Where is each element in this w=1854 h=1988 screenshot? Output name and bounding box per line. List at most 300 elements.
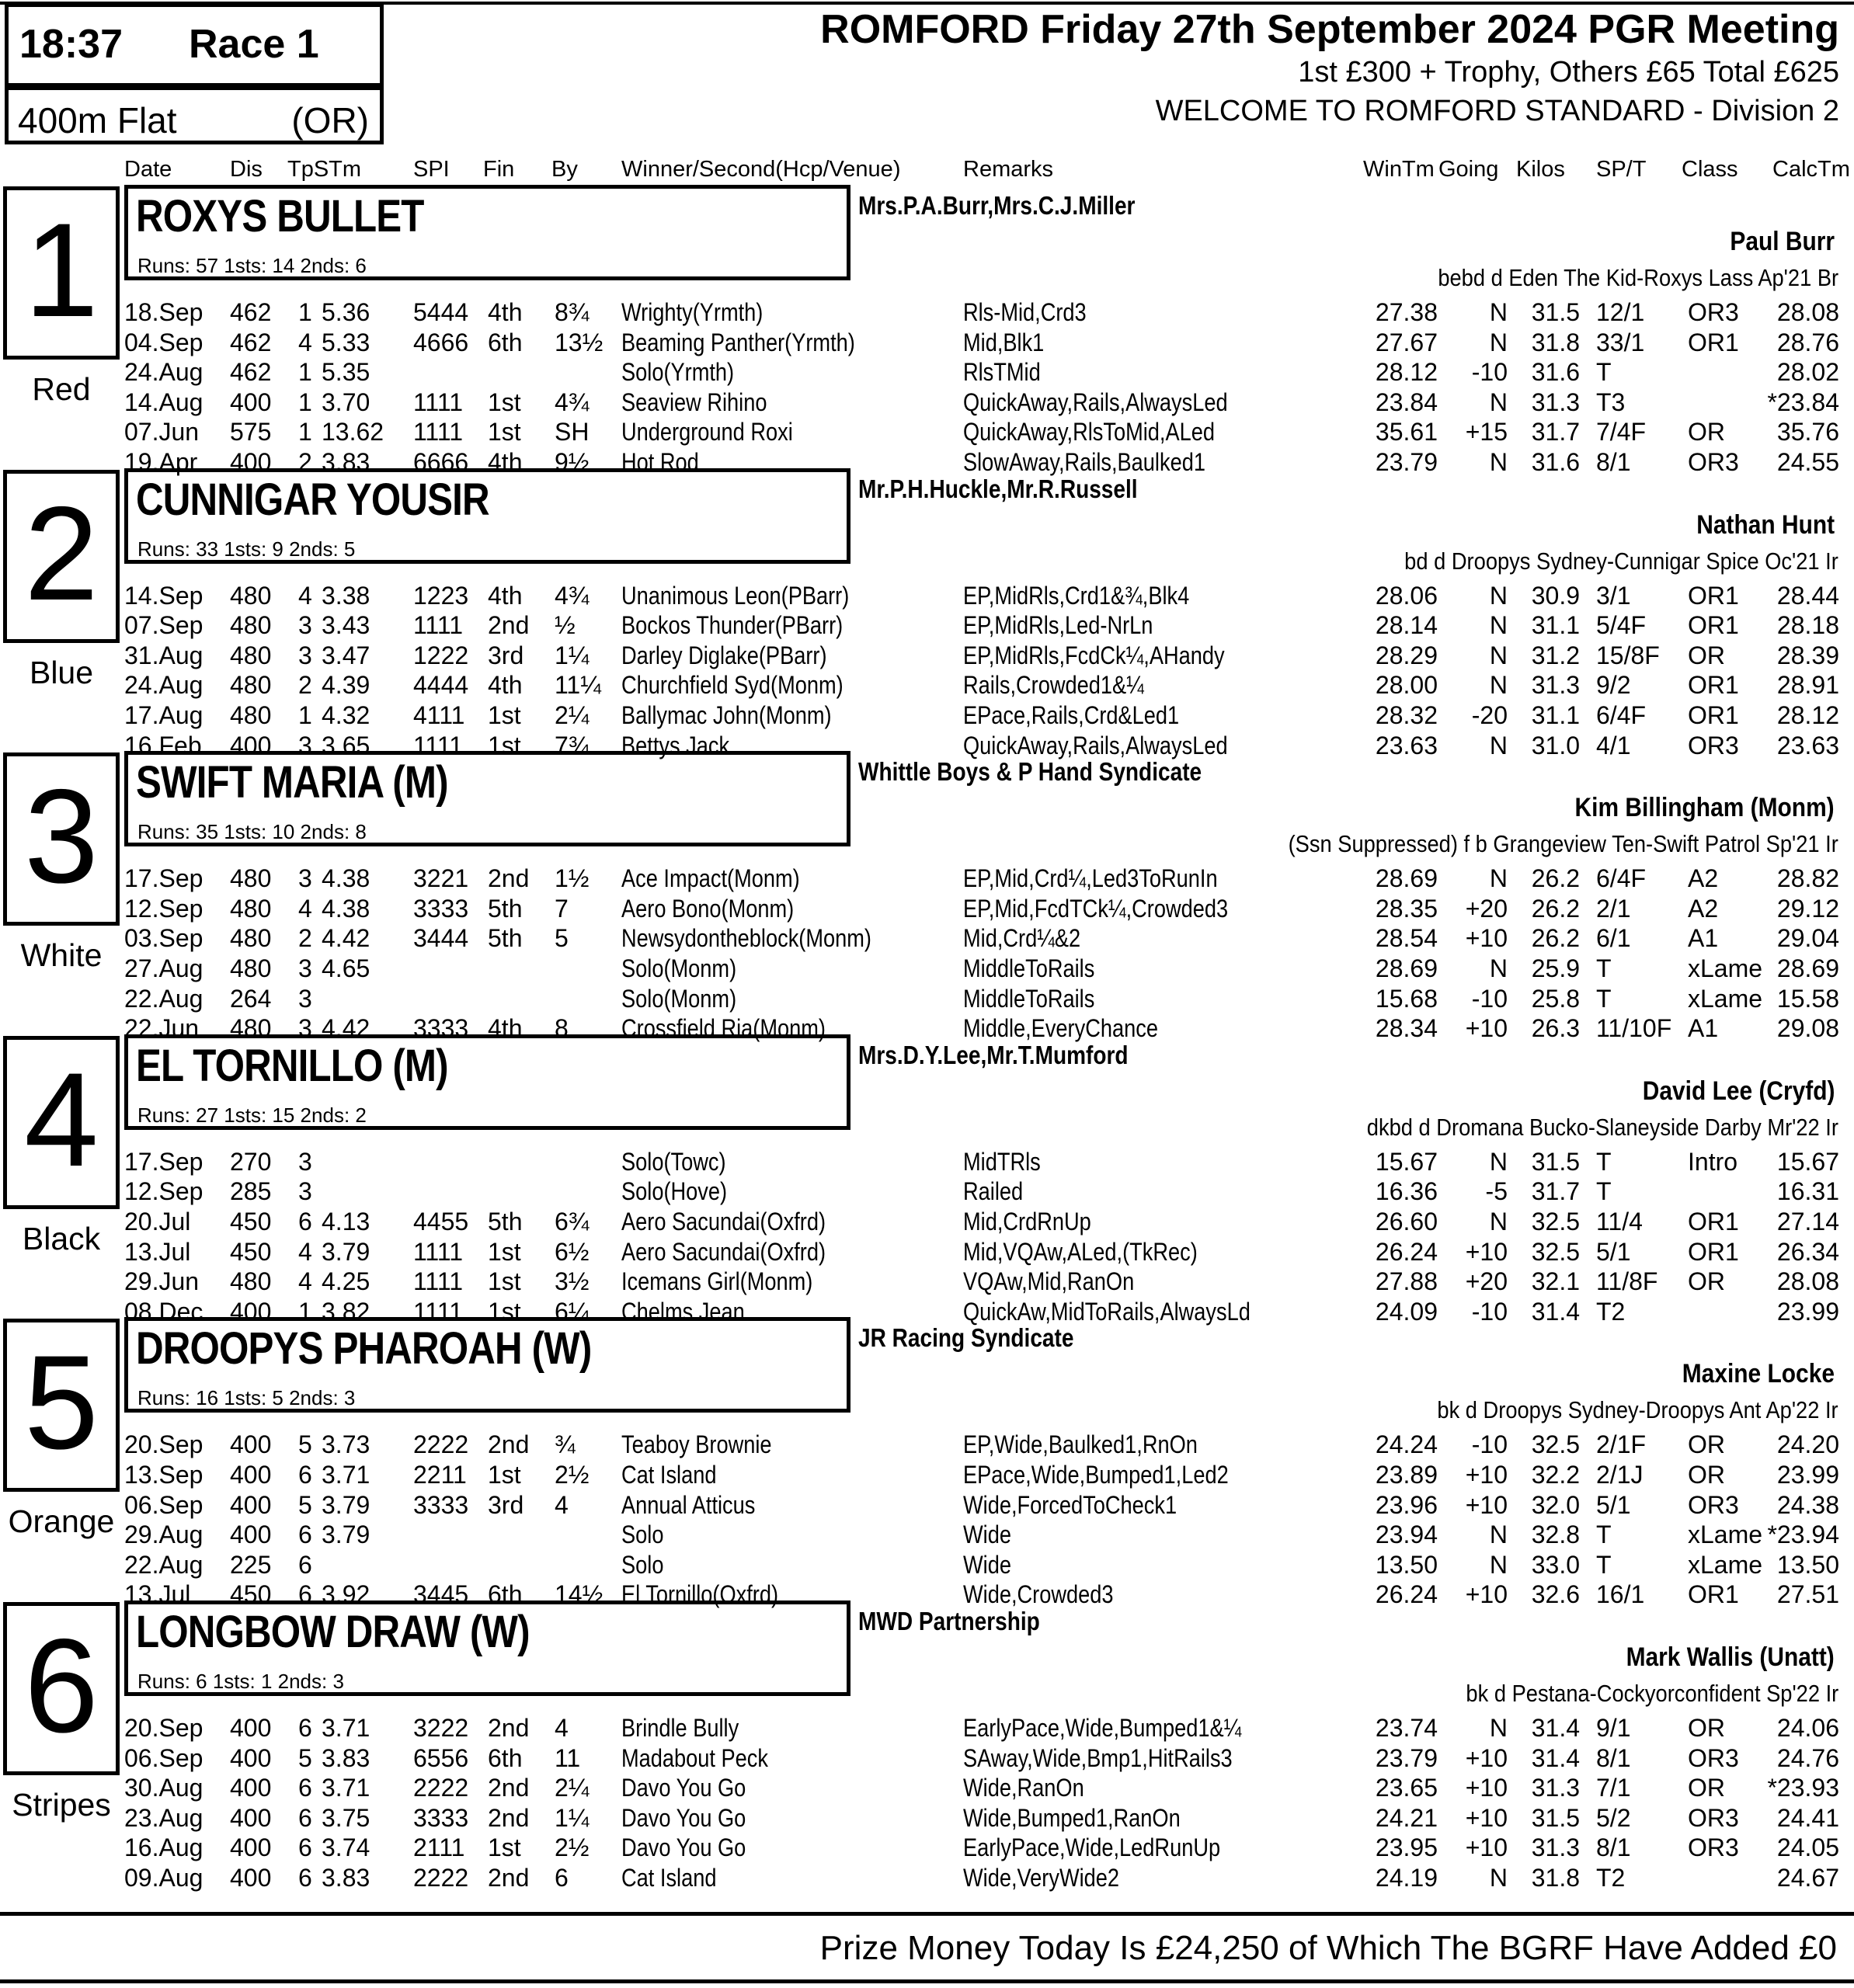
form-remarks: QuickAw,MidToRails,AlwaysLd (963, 1297, 1250, 1326)
form-winner: Solo (621, 1550, 664, 1579)
form-kilos: 31.4 (1531, 1713, 1580, 1742)
form-winner: Darley Diglake(PBarr) (621, 641, 827, 669)
form-remarks: QuickAway,Rails,AlwaysLed (963, 388, 1228, 416)
owner-name: Mrs.D.Y.Lee,Mr.T.Mumford (858, 1040, 1129, 1069)
dog-runs-stats: Runs: 6 1sts: 1 2nds: 3 (137, 1669, 344, 1693)
form-distance: 480 (230, 894, 272, 923)
form-wintm: 28.69 (1375, 864, 1438, 893)
form-winner: Aero Bono(Monm) (621, 894, 795, 923)
form-distance: 480 (230, 581, 272, 610)
form-distance: 270 (230, 1147, 272, 1176)
form-calctm: 28.08 (1776, 298, 1839, 326)
form-spi: 4455 (413, 1207, 469, 1236)
form-line (0, 864, 1854, 895)
form-going: +10 (1465, 924, 1508, 953)
form-remarks: EarlyPace,Wide,LedRunUp (963, 1833, 1221, 1862)
form-class: OR (1688, 1267, 1725, 1296)
form-spi: 1111 (413, 1297, 464, 1326)
form-line (0, 1267, 1854, 1298)
form-calctm: 35.76 (1776, 418, 1839, 447)
form-going: +20 (1465, 894, 1508, 923)
form-sectional: 5.36 (322, 298, 370, 326)
form-date: 14.Sep (124, 581, 203, 610)
trap-color-label: White (20, 937, 103, 974)
form-by: 4 (555, 1490, 569, 1519)
form-going: +10 (1465, 1833, 1508, 1862)
form-wintm: 23.94 (1375, 1521, 1438, 1549)
form-sp: T (1596, 1177, 1612, 1206)
form-kilos: 31.3 (1531, 1833, 1580, 1862)
form-finish: 1st (488, 1833, 521, 1862)
form-spi: 5444 (413, 298, 469, 326)
form-date: 14.Aug (124, 388, 203, 416)
form-going: +10 (1465, 1803, 1508, 1832)
form-wintm: 27.38 (1375, 298, 1438, 326)
form-date: 20.Sep (124, 1713, 203, 1742)
form-kilos: 31.7 (1531, 1177, 1580, 1206)
form-kilos: 31.5 (1531, 1803, 1580, 1832)
form-trap: 6 (298, 1713, 312, 1742)
form-remarks: MiddleToRails (963, 984, 1095, 1013)
form-sectional: 4.38 (322, 864, 370, 893)
form-class: OR (1688, 1774, 1725, 1802)
form-date: 04.Sep (124, 328, 203, 356)
form-calctm: 23.99 (1776, 1297, 1839, 1326)
form-sectional: 3.38 (322, 581, 370, 610)
form-kilos: 25.9 (1531, 954, 1580, 982)
trap-number: 1 (24, 196, 99, 345)
form-kilos: 31.1 (1531, 611, 1580, 640)
form-kilos: 32.5 (1531, 1237, 1580, 1266)
form-date: 17.Aug (124, 700, 203, 729)
form-by: ¾ (555, 1430, 576, 1459)
form-sp: 15/8F (1596, 641, 1660, 669)
form-distance: 480 (230, 1014, 272, 1043)
form-distance: 400 (230, 1833, 272, 1862)
form-distance: 400 (230, 1743, 272, 1772)
form-trap: 2 (298, 671, 312, 700)
form-wintm: 28.34 (1375, 1014, 1438, 1043)
trap-number: 4 (24, 1044, 99, 1194)
form-winner: Hot Rod (621, 447, 699, 476)
form-calctm: 28.08 (1776, 1267, 1839, 1296)
owner-name: Mr.P.H.Huckle,Mr.R.Russell (858, 474, 1138, 503)
form-wintm: 23.79 (1375, 1743, 1438, 1772)
col-wintm: WinTm (1363, 157, 1435, 182)
form-sp: 5/1 (1596, 1237, 1631, 1266)
form-calctm: 28.69 (1776, 954, 1839, 982)
form-sectional: 4.42 (322, 924, 370, 953)
form-class: OR (1688, 1430, 1725, 1459)
form-winner: Crossfield Ria(Monm) (621, 1014, 826, 1043)
form-spi: 2211 (413, 1460, 467, 1489)
form-spi: 2111 (413, 1833, 465, 1862)
form-going: -10 (1471, 1430, 1508, 1459)
form-going: +10 (1465, 1774, 1508, 1802)
form-spi: 2222 (413, 1863, 469, 1892)
form-remarks: QuickAway,RlsToMid,ALed (963, 418, 1216, 447)
dog-name-box (124, 1034, 850, 1130)
form-trap: 1 (298, 1297, 312, 1326)
form-sectional: 3.74 (322, 1833, 370, 1862)
breeding-line: bebd d Eden The Kid-Roxys Lass Ap'21 Br (1438, 264, 1838, 291)
form-class: OR1 (1688, 328, 1739, 356)
form-date: 27.Aug (124, 954, 203, 982)
form-wintm: 24.24 (1375, 1430, 1438, 1459)
form-remarks: Wide (963, 1550, 1011, 1579)
form-distance: 480 (230, 924, 272, 953)
form-sp: T2 (1596, 1297, 1626, 1326)
form-kilos: 31.0 (1531, 731, 1580, 759)
trap-color-label: Black (22, 1220, 101, 1256)
form-by: 7¾ (555, 731, 590, 759)
form-calctm: 27.14 (1776, 1207, 1839, 1236)
form-wintm: 23.74 (1375, 1713, 1438, 1742)
form-spi: 3333 (413, 1014, 469, 1043)
form-by: 6½ (555, 1237, 590, 1266)
form-trap: 3 (298, 984, 312, 1013)
form-date: 24.Aug (124, 671, 203, 700)
trap-color-label: Red (32, 371, 91, 407)
form-class: OR1 (1688, 1207, 1739, 1236)
prize-money-text: Prize Money Today Is £24,250 of Which The BGRF Have Added £0 (819, 1929, 1837, 1967)
form-wintm: 28.35 (1375, 894, 1438, 923)
form-sectional: 3.70 (322, 388, 370, 416)
form-wintm: 28.12 (1375, 358, 1438, 387)
form-winner: Icemans Girl(Monm) (621, 1267, 813, 1296)
form-winner: Cat Island (621, 1863, 717, 1892)
form-finish: 1st (488, 1460, 521, 1489)
trainer-name: Paul Burr (1730, 227, 1835, 256)
dog-name: SWIFT MARIA (M) (136, 757, 448, 808)
form-sp: 8/1 (1596, 447, 1631, 476)
form-distance: 285 (230, 1177, 272, 1206)
runner-block (0, 1317, 1854, 1609)
form-line (0, 701, 1854, 732)
form-going: N (1489, 328, 1508, 356)
runner-block (0, 751, 1854, 1043)
form-lines (0, 1148, 1854, 1328)
form-going: +15 (1465, 418, 1508, 447)
form-sp: 7/1 (1596, 1774, 1631, 1802)
form-wintm: 28.06 (1375, 581, 1438, 610)
form-finish: 1st (488, 418, 521, 447)
form-by: 7 (555, 894, 569, 923)
form-trap: 6 (298, 1774, 312, 1802)
trainer-name: Mark Wallis (Unatt) (1626, 1642, 1835, 1672)
form-winner: Ace Impact(Monm) (621, 864, 800, 893)
trainer-name: David Lee (Cryfd) (1642, 1076, 1835, 1106)
form-calctm: 24.38 (1776, 1490, 1839, 1519)
form-calctm: 24.41 (1776, 1803, 1839, 1832)
form-sp: T (1596, 1147, 1612, 1176)
form-going: N (1489, 671, 1508, 700)
form-spi: 3333 (413, 1803, 469, 1832)
form-date: 24.Aug (124, 358, 203, 387)
form-sectional: 5.35 (322, 358, 370, 387)
form-calctm: 29.04 (1776, 924, 1839, 953)
form-date: 30.Aug (124, 1774, 203, 1802)
form-by: 2¼ (555, 700, 590, 729)
form-kilos: 31.6 (1531, 358, 1580, 387)
form-sectional: 3.71 (322, 1774, 370, 1802)
form-calctm: 27.51 (1776, 1580, 1839, 1609)
form-finish: 1st (488, 1297, 521, 1326)
form-wintm: 24.19 (1375, 1863, 1438, 1892)
form-going: N (1489, 447, 1508, 476)
form-remarks: QuickAway,Rails,AlwaysLed (963, 731, 1228, 759)
form-line (0, 1744, 1854, 1774)
form-calctm: 24.67 (1776, 1863, 1839, 1892)
form-trap: 1 (298, 358, 312, 387)
trainer-name: Kim Billingham (Monm) (1574, 793, 1835, 823)
form-line (0, 1551, 1854, 1581)
form-date: 16.Feb (124, 731, 202, 759)
form-calctm: 28.44 (1776, 581, 1839, 610)
form-calctm: *23.93 (1767, 1774, 1839, 1802)
trap-number: 3 (24, 762, 99, 912)
form-kilos: 31.2 (1531, 641, 1580, 669)
form-finish: 2nd (488, 1863, 530, 1892)
form-winner: Ballymac John(Monm) (621, 700, 832, 729)
form-kilos: 26.2 (1531, 924, 1580, 953)
form-trap: 6 (298, 1207, 312, 1236)
form-sp: 5/4F (1596, 611, 1647, 640)
form-remarks: Wide,Crowded3 (963, 1580, 1114, 1609)
form-remarks: MidTRls (963, 1147, 1041, 1176)
form-line (0, 1491, 1854, 1521)
form-trap: 1 (298, 700, 312, 729)
form-by: 3½ (555, 1267, 590, 1296)
form-kilos: 31.7 (1531, 418, 1580, 447)
form-finish: 2nd (488, 1803, 530, 1832)
form-class: OR1 (1688, 671, 1739, 700)
trap-number: 6 (24, 1611, 99, 1760)
form-sectional: 3.73 (322, 1430, 370, 1459)
col-spi: SPI (413, 157, 450, 182)
form-by: 4 (555, 1713, 569, 1742)
form-winner: Chelms Jean (621, 1297, 745, 1326)
form-distance: 480 (230, 954, 272, 982)
form-distance: 480 (230, 641, 272, 669)
form-going: N (1489, 731, 1508, 759)
form-line (0, 1208, 1854, 1238)
form-distance: 480 (230, 671, 272, 700)
race-grade: (OR) (291, 100, 369, 141)
form-class: OR1 (1688, 700, 1739, 729)
form-remarks: VQAw,Mid,RanOn (963, 1267, 1135, 1296)
form-calctm: 28.18 (1776, 611, 1839, 640)
form-line (0, 1177, 1854, 1208)
form-kilos: 26.2 (1531, 894, 1580, 923)
form-trap: 1 (298, 298, 312, 326)
form-winner: Solo(Hove) (621, 1177, 728, 1206)
col-sp: SP/T (1596, 157, 1647, 182)
form-distance: 400 (230, 447, 272, 476)
form-kilos: 32.6 (1531, 1580, 1580, 1609)
competition-title: WELCOME TO ROMFORD STANDARD - Division 2 (1155, 95, 1839, 127)
form-going: +10 (1465, 1014, 1508, 1043)
form-calctm: 26.34 (1776, 1237, 1839, 1266)
form-remarks: MiddleToRails (963, 954, 1095, 982)
form-date: 18.Sep (124, 298, 203, 326)
form-distance: 400 (230, 1490, 272, 1519)
form-finish: 5th (488, 924, 523, 953)
runner-block (0, 185, 1854, 476)
col-kilos: Kilos (1516, 157, 1565, 182)
form-line (0, 298, 1854, 328)
form-line (0, 641, 1854, 672)
form-winner: Madabout Peck (621, 1743, 769, 1772)
form-sectional: 5.33 (322, 328, 370, 356)
form-going: -10 (1471, 984, 1508, 1013)
race-time-box (5, 3, 384, 87)
form-finish: 6th (488, 1743, 523, 1772)
form-spi: 3333 (413, 894, 469, 923)
form-by: 1¼ (555, 641, 590, 669)
form-trap: 2 (298, 924, 312, 953)
form-remarks: Mid,Blk1 (963, 328, 1045, 356)
form-sectional: 3.43 (322, 611, 370, 640)
form-distance: 575 (230, 418, 272, 447)
form-date: 19.Apr (124, 447, 198, 476)
form-date: 20.Sep (124, 1430, 203, 1459)
form-winner: Bettys Jack (621, 731, 730, 759)
form-date: 29.Aug (124, 1521, 203, 1549)
form-going: -5 (1485, 1177, 1508, 1206)
form-line (0, 1804, 1854, 1834)
form-remarks: Mid,CrdRnUp (963, 1207, 1091, 1236)
form-distance: 450 (230, 1237, 272, 1266)
form-sectional: 4.13 (322, 1207, 370, 1236)
form-trap: 3 (298, 731, 312, 759)
form-remarks: Rails,Crowded1&¼ (963, 671, 1144, 700)
prize-money-bar (0, 1912, 1854, 1983)
form-kilos: 31.5 (1531, 1147, 1580, 1176)
dog-name: ROXYS BULLET (136, 191, 424, 242)
prize-breakdown: 1st £300 + Trophy, Others £65 Total £625 (1298, 56, 1839, 89)
form-wintm: 27.88 (1375, 1267, 1438, 1296)
form-spi: 2222 (413, 1774, 469, 1802)
form-wintm: 23.89 (1375, 1460, 1438, 1489)
form-distance: 400 (230, 1803, 272, 1832)
form-sectional: 3.92 (322, 1580, 370, 1609)
form-going: -10 (1471, 1297, 1508, 1326)
form-wintm: 23.63 (1375, 731, 1438, 759)
form-lines (0, 864, 1854, 1044)
form-finish: 4th (488, 298, 523, 326)
form-distance: 450 (230, 1580, 272, 1609)
form-spi: 1111 (413, 388, 464, 416)
dog-name: EL TORNILLO (M) (136, 1040, 448, 1091)
race-distance-box (5, 86, 384, 144)
form-sp: 16/1 (1596, 1580, 1645, 1609)
form-finish: 1st (488, 1237, 521, 1266)
form-kilos: 32.1 (1531, 1267, 1580, 1296)
form-trap: 1 (298, 388, 312, 416)
form-distance: 400 (230, 1460, 272, 1489)
form-class: xLame (1688, 1521, 1763, 1549)
form-class: OR1 (1688, 1580, 1739, 1609)
form-class: OR3 (1688, 1833, 1739, 1862)
form-calctm: 15.58 (1776, 984, 1839, 1013)
form-sp: 8/1 (1596, 1833, 1631, 1862)
form-date: 08.Dec (124, 1297, 203, 1326)
form-wintm: 23.95 (1375, 1833, 1438, 1862)
form-sectional: 3.75 (322, 1803, 370, 1832)
form-going: +10 (1465, 1460, 1508, 1489)
form-class: OR (1688, 418, 1725, 447)
form-calctm: 15.67 (1776, 1147, 1839, 1176)
form-winner: Cat Island (621, 1460, 717, 1489)
form-remarks: Wide,Bumped1,RanOn (963, 1803, 1181, 1832)
form-trap: 4 (298, 1267, 312, 1296)
form-finish: 5th (488, 894, 523, 923)
runner-block (0, 1600, 1854, 1892)
form-kilos: 32.5 (1531, 1207, 1580, 1236)
form-sectional: 3.71 (322, 1460, 370, 1489)
dog-runs-stats: Runs: 27 1sts: 15 2nds: 2 (137, 1103, 367, 1127)
form-trap: 5 (298, 1743, 312, 1772)
form-date: 17.Sep (124, 864, 203, 893)
dog-name-box (124, 1600, 850, 1696)
form-sectional: 3.79 (322, 1521, 370, 1549)
form-trap: 6 (298, 1521, 312, 1549)
form-distance: 400 (230, 1863, 272, 1892)
form-by: 9½ (555, 447, 590, 476)
form-sectional: 3.79 (322, 1237, 370, 1266)
form-wintm: 28.14 (1375, 611, 1438, 640)
form-date: 09.Aug (124, 1863, 203, 1892)
breeding-line: (Ssn Suppressed) f b Grangeview Ten-Swift Patrol Sp'21 Ir (1288, 830, 1838, 858)
form-sp: 7/4F (1596, 418, 1647, 447)
form-going: -10 (1471, 358, 1508, 387)
form-winner: Bockos Thunder(PBarr) (621, 611, 844, 640)
form-sp: T (1596, 1521, 1612, 1549)
form-kilos: 31.3 (1531, 671, 1580, 700)
form-spi: 1111 (413, 1237, 464, 1266)
form-trap: 3 (298, 1147, 312, 1176)
form-class: A1 (1688, 924, 1719, 953)
form-trap: 3 (298, 1177, 312, 1206)
dog-runs-stats: Runs: 57 1sts: 14 2nds: 6 (137, 254, 367, 277)
form-by: 8 (555, 1014, 569, 1043)
form-distance: 400 (230, 1521, 272, 1549)
form-finish: 3rd (488, 1490, 524, 1519)
form-spi: 1222 (413, 641, 469, 669)
form-by: 6¾ (555, 1207, 590, 1236)
form-remarks: EarlyPace,Wide,Bumped1&¼ (963, 1713, 1242, 1742)
form-kilos: 32.8 (1531, 1521, 1580, 1549)
form-calctm: *23.94 (1767, 1521, 1839, 1549)
form-wintm: 28.54 (1375, 924, 1438, 953)
form-date: 13.Sep (124, 1460, 203, 1489)
form-winner: Solo (621, 1521, 664, 1549)
form-sp: T (1596, 1550, 1612, 1579)
form-going: N (1489, 1521, 1508, 1549)
owner-name: Mrs.P.A.Burr,Mrs.C.J.Miller (858, 191, 1136, 220)
form-class: OR3 (1688, 731, 1739, 759)
form-date: 29.Jun (124, 1267, 200, 1296)
form-trap: 6 (298, 1460, 312, 1489)
form-calctm: 24.05 (1776, 1833, 1839, 1862)
form-sp: 2/1J (1596, 1460, 1644, 1489)
form-sp: 5/2 (1596, 1803, 1631, 1832)
form-lines (0, 298, 1854, 478)
owner-name: Whittle Boys & P Hand Syndicate (858, 757, 1202, 787)
form-date: 12.Sep (124, 1177, 203, 1206)
form-distance: 400 (230, 1774, 272, 1802)
